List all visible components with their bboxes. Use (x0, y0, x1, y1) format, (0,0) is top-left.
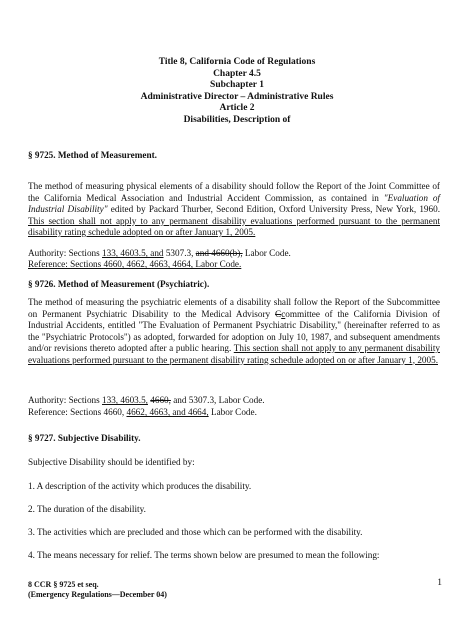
footer-citation: 8 CCR § 9725 et seq. (28, 580, 99, 589)
section-9725-heading: § 9725. Method of Measurement. (28, 150, 157, 160)
list-item: 2. The duration of the disability. (28, 504, 146, 514)
section-9725-added-text: This section shall not apply to any permanent disability evaluations performed pursuant to the permanent disability rating schedule adopted on or after January 1, 2005. (28, 215, 440, 237)
section-9726-reference (28, 407, 440, 419)
authority-end: Labor Code. (242, 248, 291, 258)
authority-deleted: and 4660(b), (195, 248, 243, 258)
page-footer (28, 580, 167, 600)
list-item: 4. The means necessary for relief. The terms shown below are presumed to mean the following: (28, 550, 380, 560)
section-9726-text: The method of measuring the psychiatric elements of a disability shall follow the Report of the Subcommittee on Permanent Psychiatric Disability to the Medical Advisory (28, 297, 440, 319)
reference-added: 4662, 4663, and 4664, (126, 407, 209, 417)
header-article-title: Disabilities, Description of (183, 114, 291, 125)
authority-text: 5307.3, (163, 248, 196, 258)
section-9725-title-ref: "Evaluation of Industrial Disability" (28, 192, 440, 214)
document-header (0, 57, 474, 126)
header-article: Article 2 (219, 103, 255, 113)
authority-added: 133, 4603.5, (102, 395, 148, 405)
section-9725-authority (28, 248, 440, 260)
section-9726-added-letter: c (281, 308, 286, 319)
reference-label: Reference: Sections 4660, (28, 407, 127, 417)
header-chapter: Chapter 4.5 (213, 68, 261, 79)
page-number: 1 (437, 578, 442, 588)
section-9726-deleted-letter: C (275, 308, 282, 319)
header-subtitle: Administrative Director – Administrative Rules (140, 91, 334, 102)
footer-note: (Emergency Regulations—December 04) (28, 590, 167, 599)
section-9726-added-text: This section shall not apply to any permanent disability evaluations performed pursuant to the permanent disability rating schedule adopted on or after January 1, 2005. (28, 343, 440, 365)
header-subchapter: Subchapter 1 (210, 80, 264, 90)
reference-end: Labor Code. (208, 407, 257, 417)
header-title: Title 8, California Code of Regulations (158, 57, 316, 67)
section-9726-body (28, 297, 440, 366)
section-9725-text-rest: edited by Packard Thurber, Second Edition, Oxford University Press, New York, 1960. (107, 204, 440, 214)
list-item: 3. The activities which are precluded and those which can be performed with the disability. (28, 527, 363, 537)
authority-added: 133, 4603.5, and (102, 248, 164, 258)
section-9726-authority (28, 395, 440, 407)
section-9727-intro: Subjective Disability should be identified by: (28, 457, 195, 467)
list-item: 1. A description of the activity which produces the disability. (28, 481, 252, 491)
authority-end: and 5307.3, Labor Code. (170, 395, 265, 405)
section-9726-text-rest: ommittee of the California Division of Industrial Accidents, entitled "The Evaluation of Permanent Psychiatric Disability," (hereinafter referred to as the "Psychiatric Protocols") as adopted, forwarded for adoption on July 10, 1987, and subsequent amendments and/or revisions thereto adopted after a public hearing. (28, 308, 440, 353)
section-9725-body (28, 181, 440, 239)
authority-deleted: 4660, (150, 395, 171, 405)
section-9725-reference: Reference: Sections 4660, 4662, 4663, 4664, Labor Code. (28, 259, 242, 269)
authority-label: Authority: Sections (28, 395, 103, 405)
section-9725-text: The method of measuring physical elements of a disability should follow the Report of the Joint Committee of the California Medical Association and Industrial Accident Commission, as contained in (28, 181, 440, 203)
section-9726-heading: § 9726. Method of Measurement (Psychiatric). (28, 279, 210, 289)
authority-label: Authority: Sections (28, 248, 103, 258)
section-9727-heading: § 9727. Subjective Disability. (28, 433, 141, 443)
